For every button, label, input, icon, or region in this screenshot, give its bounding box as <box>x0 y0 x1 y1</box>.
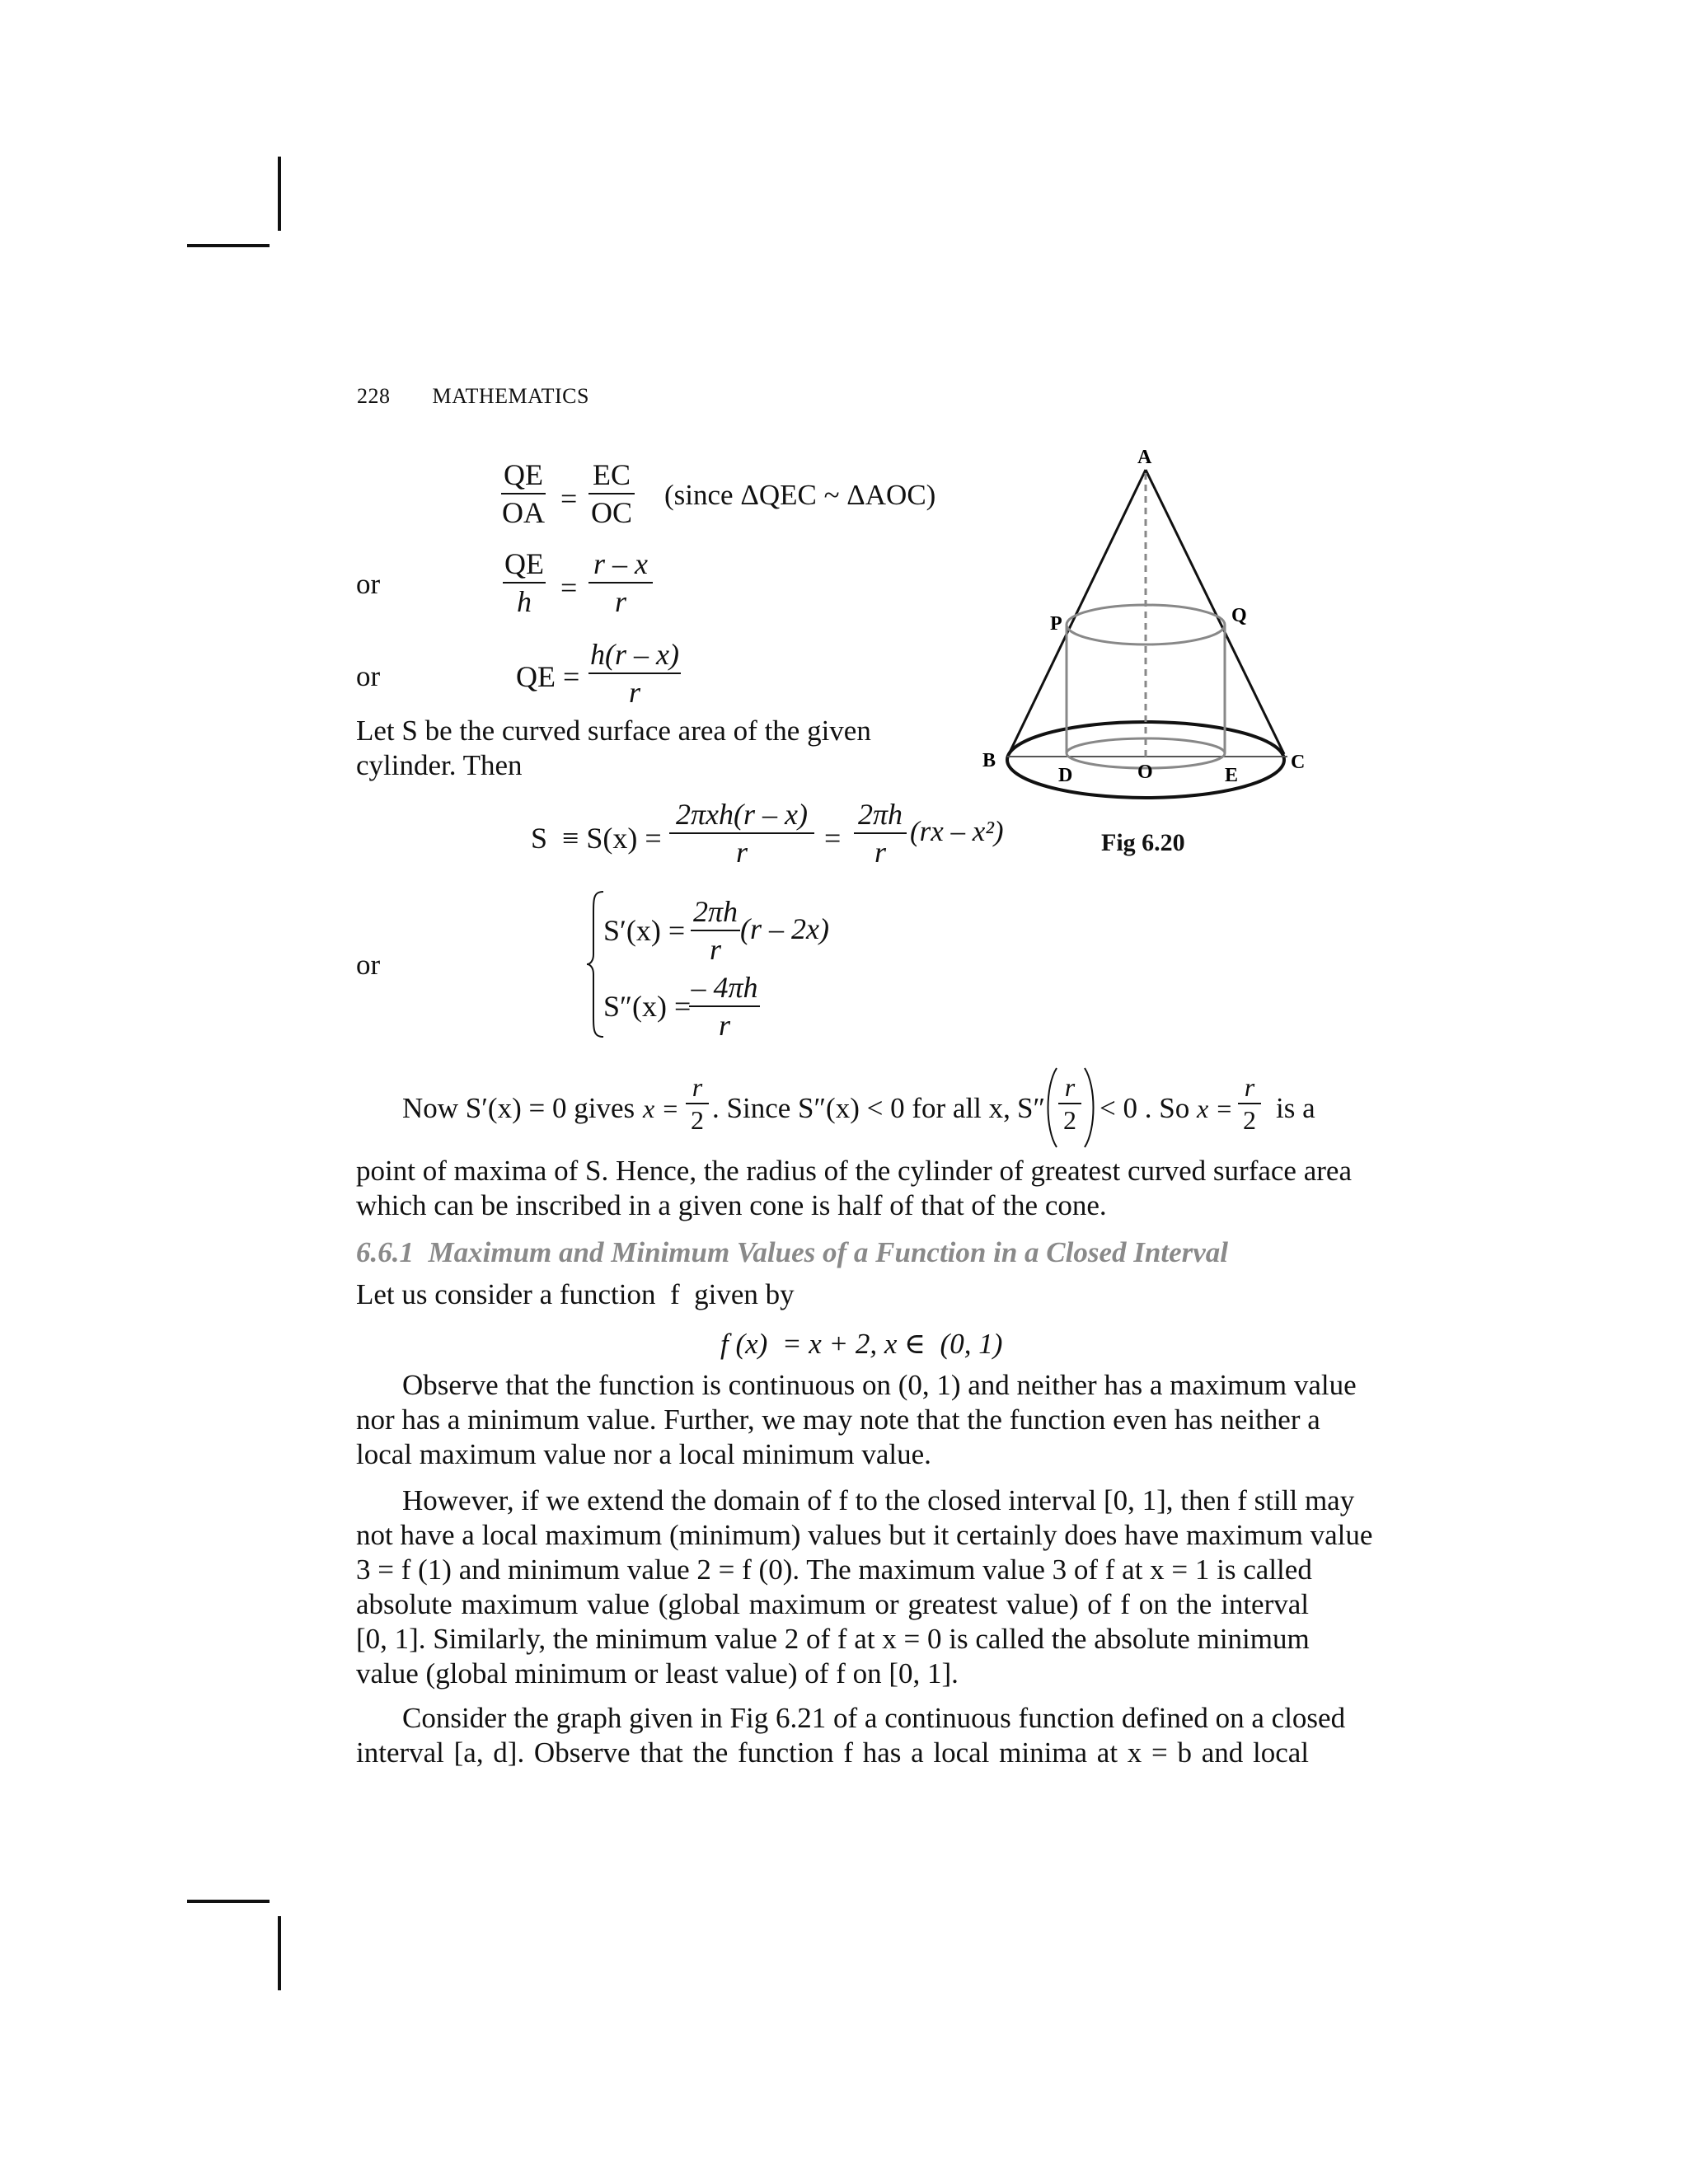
crop-mark-top-horizontal <box>187 244 270 247</box>
equals-sign: = <box>824 822 842 855</box>
left-paren <box>1043 1066 1058 1149</box>
page-header <box>357 384 589 409</box>
page-number: 228 <box>357 384 391 408</box>
closed-interval-paragraph: However, if we extend the domain of f to the closed interval [0, 1], then f still may not have a local maximum (minimum) values but it certainly does have maximum value 3 = f (1) and minimum value 2 = f (0). The maximum value 3 of f at x = 1 is called absolute maximum value (global maximum or greatest value) of f on the interval [0, 1]. Similarly, the minimum value 2 of f at x = 0 is called the absolute minimum value (global minimum or least value) of f on [0, 1]. <box>356 1484 1373 1690</box>
running-title: MATHEMATICS <box>432 384 589 408</box>
or-label: or <box>356 949 381 981</box>
second-derivative-sentence: . Since S″(x) < 0 for all x, <box>712 1092 1010 1124</box>
fraction-h-rminusx-over-r: h(r – x) r <box>588 636 681 710</box>
qe-lhs: QE = <box>516 660 580 693</box>
label-c: C <box>1291 752 1306 773</box>
fraction-rminusx-r: r – x r <box>588 546 653 620</box>
less-than-zero-so: < 0 . So <box>1100 1092 1190 1124</box>
rx-minus-x2: (rx – x²) <box>910 815 1004 847</box>
label-o: O <box>1137 762 1153 783</box>
label-q: Q <box>1231 605 1247 626</box>
right-paren <box>1083 1066 1098 1149</box>
fraction-qe-h: QE h <box>504 547 544 618</box>
fraction-r-over-2: r 2 <box>1058 1071 1081 1136</box>
x-equals: x = <box>1197 1094 1233 1123</box>
equals-sign: = <box>560 571 578 604</box>
label-e: E <box>1225 765 1239 786</box>
fraction-qe-oa: QE OA <box>502 458 545 529</box>
label-a: A <box>1137 447 1152 468</box>
fraction-ec-oc: EC OC <box>588 457 635 531</box>
conclusion-paragraph: point of maxima of S. Hence, the radius of the cylinder of greatest curved surface area which can be inscribed in a given cone is half of that of the cone. <box>356 1155 1352 1221</box>
is-a: is a <box>1276 1092 1315 1124</box>
crop-mark-bottom-horizontal <box>187 1900 270 1903</box>
fraction-2pixh: 2πxh(r – x) r <box>669 796 814 870</box>
label-p: P <box>1050 613 1062 635</box>
function-intro: Let us consider a function f given by <box>356 1278 795 1310</box>
s-prime-lhs: S′(x) = <box>603 914 686 947</box>
fraction-minus4pih-r: – 4πh r <box>689 969 760 1043</box>
observation-paragraph: Observe that the function is continuous on (0, 1) and neither has a maximum value nor has a minimum value. Further, we may note that the function even has neither a local maximum value nor a local minimum value. <box>356 1369 1357 1470</box>
fraction-2pih-r: 2πh r <box>854 796 907 870</box>
s-definition-lhs: S ≡ S(x) = <box>531 822 662 855</box>
graph-paragraph: Consider the graph given in Fig 6.21 of a continuous function defined on a closed interval [a, d]. Observe that the function f has a local minima at x = b and local <box>356 1702 1346 1769</box>
s-double-prime: S″ <box>1017 1092 1046 1124</box>
cone-cylinder-figure <box>973 445 1319 874</box>
label-d: D <box>1058 765 1073 786</box>
equals-sign: = <box>560 482 578 515</box>
function-definition: f (x) = x + 2, x ∈ (0, 1) <box>720 1328 1003 1360</box>
cone-side-right <box>1146 470 1284 754</box>
section-heading: 6.6.1 Maximum and Minimum Values of a Function in a Closed Interval <box>356 1236 1228 1268</box>
crop-mark-bottom-vertical <box>278 1916 281 1990</box>
fraction-r-over-2: r 2 <box>686 1071 709 1136</box>
critical-point-sentence: Now S′(x) = 0 gives <box>402 1092 635 1124</box>
or-label: or <box>356 568 381 600</box>
x-equals: x = <box>643 1094 679 1123</box>
figure-caption: Fig 6.20 <box>1101 829 1185 856</box>
r-minus-2x: (r – 2x) <box>740 912 829 945</box>
fraction-2pih-r: 2πh r <box>691 893 740 968</box>
cone-side-left <box>1009 470 1146 754</box>
fraction-r-over-2: r 2 <box>1238 1071 1261 1136</box>
label-b: B <box>982 750 996 771</box>
s-double-prime-lhs: S″(x) = <box>603 990 692 1023</box>
crop-mark-top-vertical <box>278 157 281 231</box>
surface-area-sentence: Let S be the curved surface area of the given cylinder. Then <box>356 715 871 781</box>
or-label: or <box>356 660 381 692</box>
similarity-note: (since ΔQEC ~ ΔAOC) <box>664 479 936 511</box>
